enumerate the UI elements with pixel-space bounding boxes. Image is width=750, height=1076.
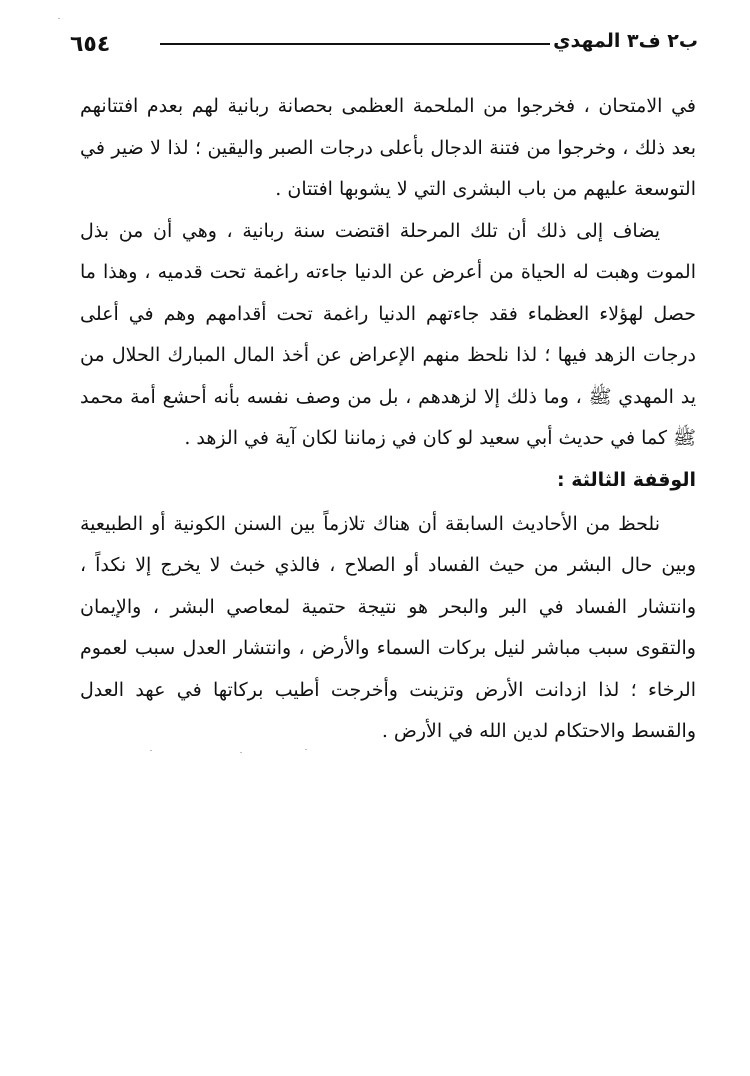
scan-speck: [305, 749, 307, 750]
scan-speck: [240, 752, 242, 753]
section-heading: الوقفة الثالثة :: [557, 468, 696, 491]
paragraph-1: في الامتحان ، فخرجوا من الملحمة العظمى بحصانة ربانية لهم بعدم افتتانهم بعد ذلك ، وخرجوا من فتنة الدجال بأعلى درجات الصبر واليقين ؛ لذا لا ضير في التوسعة عليهم من باب البشرى التي لا يشوبها افتتان .: [80, 95, 696, 200]
running-title: ب٢ ف٣ المهدي: [553, 30, 698, 52]
page-number: ٦٥٤: [70, 32, 111, 57]
paragraph-3: نلحظ من الأحاديث السابقة أن هناك تلازماً بين السنن الكونية أو الطبيعية وبين حال البشر من حيث الفساد أو الصلاح ، فالذي خبث لا يخرج إلا نكداً ، وانتشار الفساد في البر والبحر هو نتيجة حتمية لمعاصي البشر ، والإيمان والتقوى سبب مباشر لنيل بركات السماء والأرض ، وانتشار العدل سبب لعموم الرخاء ؛ لذا ازدانت الأرض وتزينت وأخرجت أطيب بركاتها في عهد العدل والقسط والاحتكام لدين الله في الأرض .: [80, 512, 696, 742]
scan-speck: [150, 750, 152, 751]
paragraph-2: يضاف إلى ذلك أن تلك المرحلة اقتضت سنة ربانية ، وهي أن من بذل الموت وهبت له الحياة من أعرض عن الدنيا جاءته راغمة تحت قدميه ، وهذا ما حصل لهؤلاء العظماء فقد جاءتهم الدنيا راغمة تحت أقدامهم وهم في أعلى درجات الزهد فيها ؛ لذا نلحظ منهم الإعراض عن أخذ المال المبارك الحلال من يد المهدي ﷺ ، وما ذلك إلا لزهدهم ، بل من وصف نفسه بأنه أحشع أمة محمد ﷺ كما في حديث أبي سعيد لو كان في زماننا لكان آية في الزهد .: [80, 219, 696, 449]
body-text: [80, 86, 696, 753]
page-header: [70, 28, 698, 64]
scan-speck: [58, 18, 60, 19]
header-rule: [160, 43, 550, 45]
